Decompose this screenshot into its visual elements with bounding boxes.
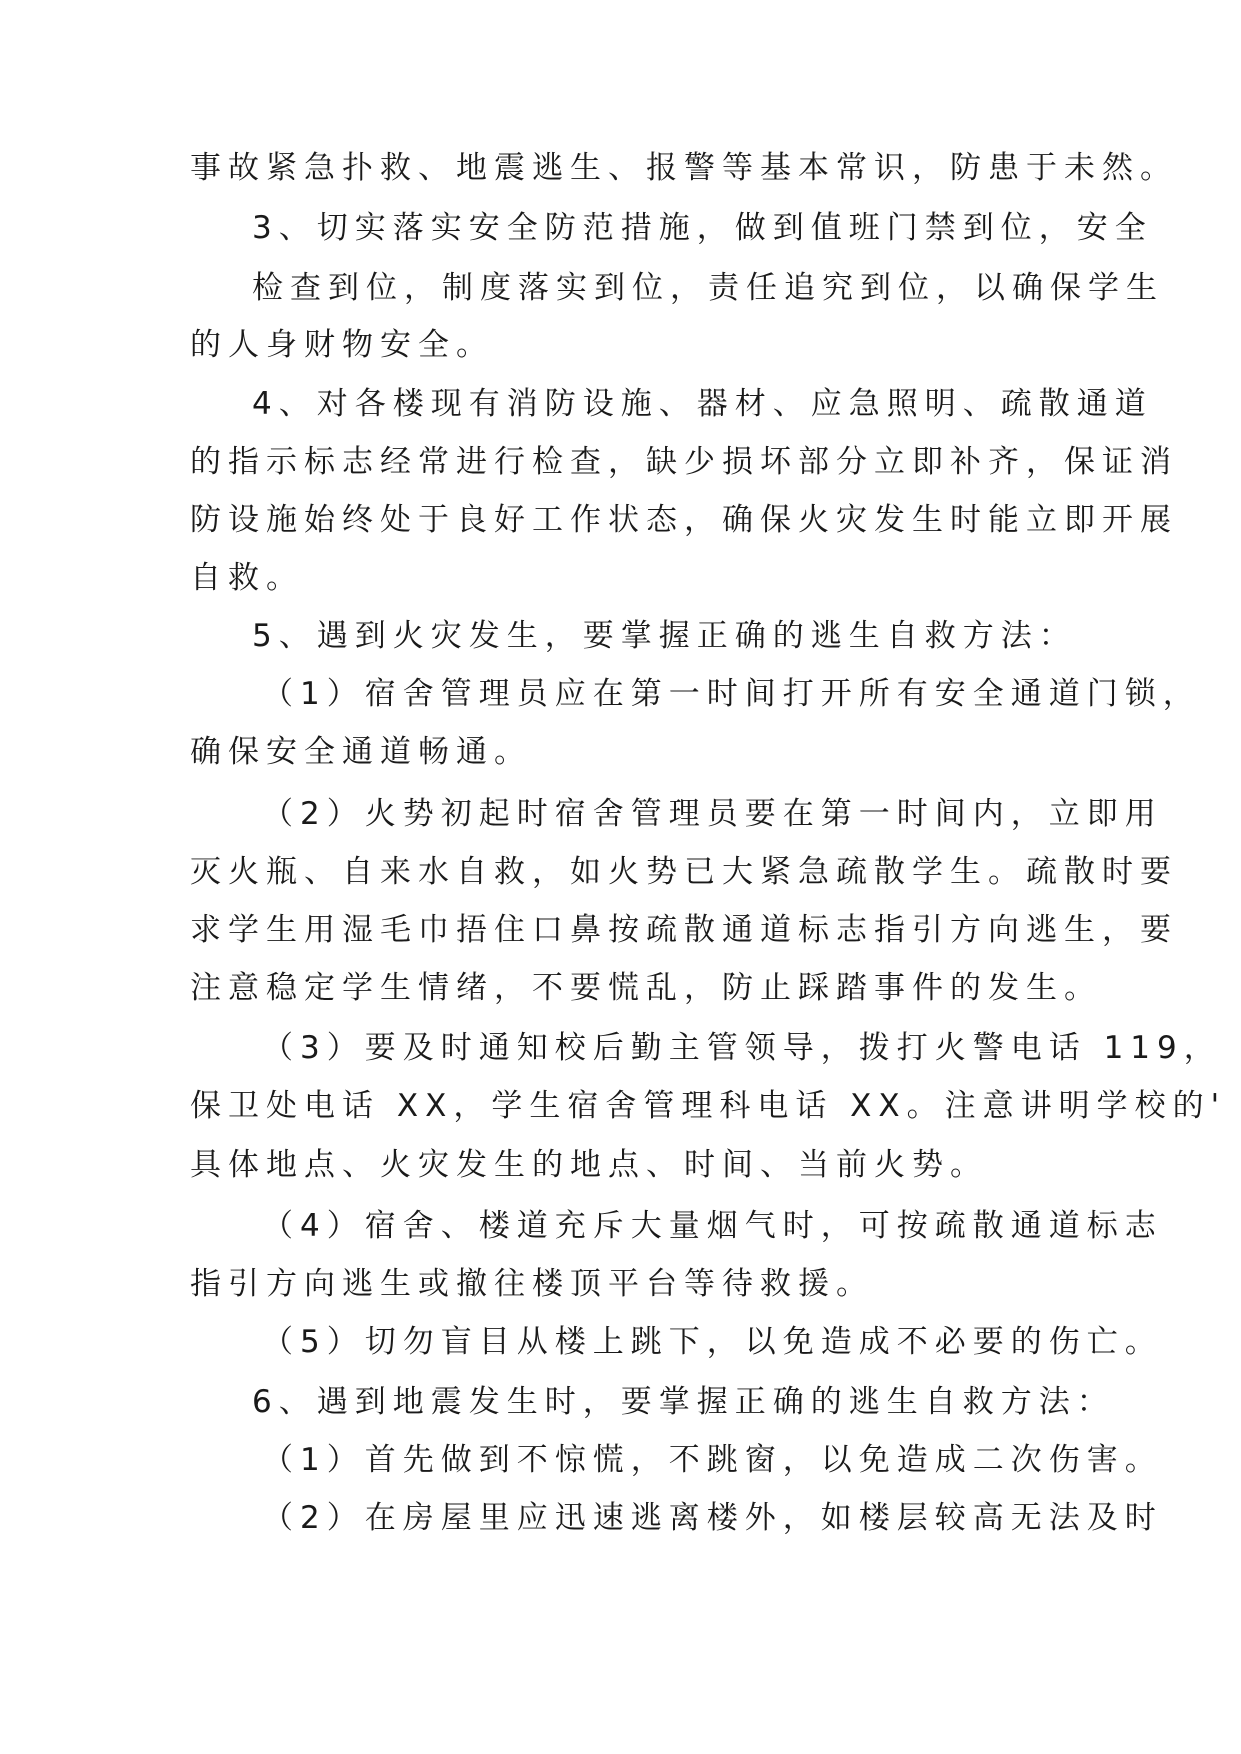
text-line: （4）宿舍、楼道充斥大量烟气时，可按疏散通道标志	[262, 1208, 1163, 1244]
text-line: （5）切勿盲目从楼上跳下，以免造成不必要的伤亡。	[262, 1324, 1163, 1360]
text-line: （1）宿舍管理员应在第一时间打开所有安全通道门锁，	[262, 676, 1201, 712]
text-line: 求学生用湿毛巾捂住口鼻按疏散通道标志指引方向逃生，要	[190, 912, 1178, 948]
text-line: 自救。	[190, 560, 304, 596]
text-line: 具体地点、火灾发生的地点、时间、当前火势。	[190, 1147, 988, 1183]
text-line: （2）在房屋里应迅速逃离楼外，如楼层较高无法及时	[262, 1500, 1163, 1536]
text-line: 注意稳定学生情绪，不要慌乱，防止踩踏事件的发生。	[190, 970, 1102, 1006]
text-line: 保卫处电话 XX，学生宿舍管理科电话 XX。注意讲明学校的'	[190, 1088, 1227, 1124]
text-line: 4、对各楼现有消防设施、器材、应急照明、疏散通道	[252, 386, 1153, 422]
text-line: 检查到位，制度落实到位，责任追究到位，以确保学生	[252, 270, 1164, 306]
text-line: 3、切实落实安全防范措施，做到值班门禁到位，安全	[252, 210, 1153, 246]
text-line: 6、遇到地震发生时，要掌握正确的逃生自救方法：	[252, 1384, 1115, 1420]
text-line: 的指示标志经常进行检查，缺少损坏部分立即补齐，保证消	[190, 444, 1178, 480]
text-line: 5、遇到火灾发生，要掌握正确的逃生自救方法：	[252, 618, 1077, 654]
text-line: 指引方向逃生或撤往楼顶平台等待救援。	[190, 1266, 874, 1302]
text-line: （1）首先做到不惊慌，不跳窗，以免造成二次伤害。	[262, 1442, 1163, 1478]
text-line: 事故紧急扑救、地震逃生、报警等基本常识，防患于未然。	[190, 150, 1178, 186]
text-line: 防设施始终处于良好工作状态，确保火灾发生时能立即开展	[190, 502, 1178, 538]
text-line: 的人身财物安全。	[190, 327, 494, 363]
text-line: 确保安全通道畅通。	[190, 734, 532, 770]
text-line: 灭火瓶、自来水自救，如火势已大紧急疏散学生。疏散时要	[190, 854, 1178, 890]
text-line: （2）火势初起时宿舍管理员要在第一时间内，立即用	[262, 796, 1163, 832]
text-line: （3）要及时通知校后勤主管领导，拨打火警电话 119，	[262, 1030, 1222, 1066]
